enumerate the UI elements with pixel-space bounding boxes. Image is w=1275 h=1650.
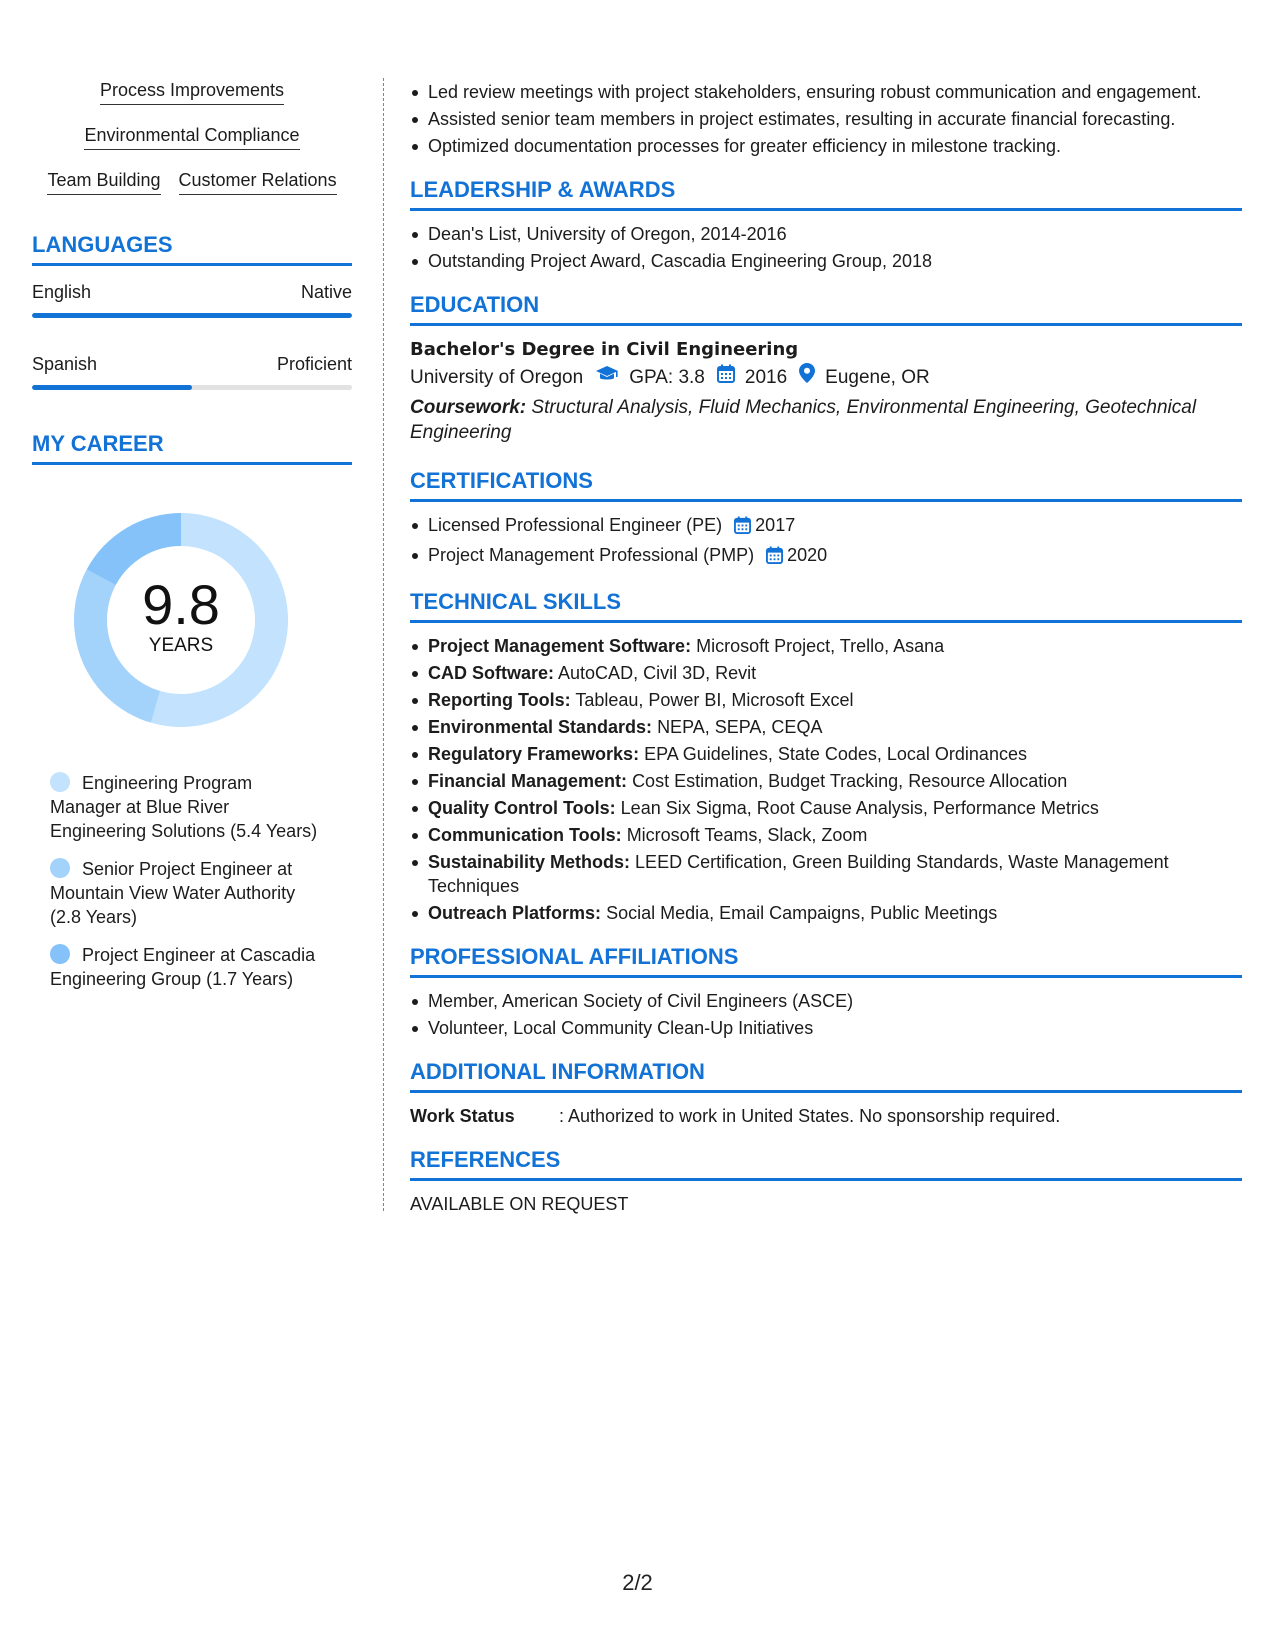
- donut-center: [66, 505, 296, 735]
- tech-skill-values: Tableau, Power BI, Microsoft Excel: [575, 690, 854, 710]
- legend-label: Senior Project Engineer at Mountain View Water Authority (2.8 Years): [50, 859, 296, 927]
- tech-skill-category: Outreach Platforms:: [428, 903, 602, 923]
- language-level: Proficient: [276, 354, 352, 374]
- certification-year: 2020: [787, 545, 828, 565]
- career-total: 9.8: [142, 573, 220, 636]
- certification-name: Licensed Professional Engineer (PE): [428, 515, 723, 535]
- education-heading: EDUCATION: [410, 291, 1242, 326]
- work-status-row: [410, 1104, 1242, 1128]
- award-item: Dean's List, University of Oregon, 2014-2016: [410, 222, 1242, 246]
- tech-skill-category: Environmental Standards:: [428, 717, 653, 737]
- tech-skill-category: Quality Control Tools:: [428, 798, 616, 818]
- language-level: Native: [300, 282, 352, 302]
- affiliations-heading: PROFESSIONAL AFFILIATIONS: [410, 943, 1242, 978]
- skill-row: [32, 123, 352, 150]
- legend-item: [50, 771, 322, 843]
- tech-skill-item: [410, 823, 1242, 847]
- calendar-icon: [766, 546, 783, 570]
- references-text: AVAILABLE ON REQUEST: [410, 1194, 629, 1214]
- experience-bullets: [410, 80, 1242, 158]
- page-number: 2/2: [622, 1570, 653, 1595]
- legend-dot-icon: [50, 858, 70, 878]
- tech-skill-item: [410, 661, 1242, 685]
- tech-skill-item: [410, 634, 1242, 658]
- certification-item: [410, 513, 1242, 540]
- tech-skill-category: Regulatory Frameworks:: [428, 744, 640, 764]
- tech-skill-values: NEPA, SEPA, CEQA: [657, 717, 823, 737]
- certifications-section: [410, 467, 1242, 570]
- language-bar-fill: [32, 313, 352, 318]
- tech-skill-category: Reporting Tools:: [428, 690, 571, 710]
- legend-item: [50, 943, 322, 991]
- career-unit: YEARS: [148, 635, 214, 656]
- career-donut-chart: [66, 505, 296, 735]
- skill-row: [32, 78, 352, 105]
- skill-tag: Process Improvements: [100, 78, 284, 105]
- tech-skill-category: Sustainability Methods:: [428, 852, 631, 872]
- languages-heading: LANGUAGES: [32, 231, 352, 266]
- tech-skill-values: LEED Certification, Green Building Standards, Waste Management Techniques: [428, 852, 1169, 896]
- technical-skills-section: [410, 588, 1242, 925]
- education-meta: [410, 363, 1242, 393]
- affiliation-item: Volunteer, Local Community Clean-Up Initiatives: [410, 1016, 1242, 1040]
- skill-tag: Customer Relations: [179, 168, 337, 195]
- tech-skill-category: Communication Tools:: [428, 825, 622, 845]
- calendar-icon: [717, 363, 735, 393]
- education-section: [410, 291, 1242, 445]
- leadership-section: [410, 176, 1242, 273]
- tech-skill-values: Social Media, Email Campaigns, Public Meetings: [606, 903, 998, 923]
- legend-dot-icon: [50, 772, 70, 792]
- tech-skill-values: EPA Guidelines, State Codes, Local Ordinances: [644, 744, 1027, 764]
- language-item: [32, 280, 352, 318]
- skills-tags: [32, 78, 352, 195]
- language-item: [32, 352, 352, 390]
- skill-tag: Environmental Compliance: [84, 123, 299, 150]
- legend-label: Engineering Program Manager at Blue River Engineering Solutions (5.4 Years): [50, 773, 318, 841]
- language-bar: [32, 313, 352, 318]
- tech-skill-item: [410, 901, 1242, 925]
- tech-skill-values: Microsoft Project, Trello, Asana: [696, 636, 945, 656]
- affiliation-item: Member, American Society of Civil Engineers (ASCE): [410, 989, 1242, 1013]
- leadership-heading: LEADERSHIP & AWARDS: [410, 176, 1242, 211]
- column-divider: [383, 78, 384, 1211]
- school-name: University of Oregon: [410, 367, 584, 388]
- certification-item: [410, 543, 1242, 570]
- languages-section: [32, 231, 352, 390]
- legend-label: Project Engineer at Cascadia Engineering Group (1.7 Years): [50, 945, 316, 989]
- graduation-cap-icon: [595, 363, 619, 393]
- graduation-year: 2016: [744, 367, 788, 388]
- tech-skill-item: [410, 850, 1242, 898]
- coursework: [410, 395, 1242, 445]
- tech-skill-values: Cost Estimation, Budget Tracking, Resource Allocation: [632, 771, 1068, 791]
- work-status-label: Work Status: [410, 1106, 515, 1126]
- additional-info-section: [410, 1058, 1242, 1128]
- work-status-value: : Authorized to work in United States. No sponsorship required.: [559, 1106, 1061, 1126]
- affiliations-section: [410, 943, 1242, 1040]
- legend-dot-icon: [50, 944, 70, 964]
- coursework-label: Coursework:: [410, 397, 527, 418]
- references-heading: REFERENCES: [410, 1146, 1242, 1181]
- tech-skill-item: [410, 769, 1242, 793]
- left-column: [32, 78, 352, 1005]
- references-section: [410, 1146, 1242, 1216]
- tech-skill-item: [410, 715, 1242, 739]
- tech-skill-item: [410, 742, 1242, 766]
- skill-tag: Team Building: [47, 168, 160, 195]
- tech-skill-values: Lean Six Sigma, Root Cause Analysis, Performance Metrics: [620, 798, 1099, 818]
- calendar-icon: [734, 516, 751, 540]
- gpa: GPA: 3.8: [629, 367, 705, 388]
- tech-skill-category: Project Management Software:: [428, 636, 692, 656]
- experience-bullet: Led review meetings with project stakeholders, ensuring robust communication and engagement.: [410, 80, 1242, 104]
- certification-year: 2017: [755, 515, 796, 535]
- certification-name: Project Management Professional (PMP): [428, 545, 755, 565]
- experience-bullet: Optimized documentation processes for greater efficiency in milestone tracking.: [410, 134, 1242, 158]
- language-name: Spanish: [32, 354, 98, 374]
- tech-skill-values: Microsoft Teams, Slack, Zoom: [626, 825, 868, 845]
- language-bar: [32, 385, 352, 390]
- career-heading: MY CAREER: [32, 430, 352, 465]
- legend-item: [50, 857, 322, 929]
- tech-skill-item: [410, 796, 1242, 820]
- certifications-heading: CERTIFICATIONS: [410, 467, 1242, 502]
- right-column: [410, 80, 1242, 1216]
- experience-bullet: Assisted senior team members in project estimates, resulting in accurate financial forecasting.: [410, 107, 1242, 131]
- location-pin-icon: [799, 363, 815, 393]
- skill-row: [32, 168, 352, 195]
- tech-skill-category: CAD Software:: [428, 663, 555, 683]
- career-legend: [32, 771, 322, 991]
- tech-skill-values: AutoCAD, Civil 3D, Revit: [558, 663, 757, 683]
- language-name: English: [32, 282, 92, 302]
- technical-skills-heading: TECHNICAL SKILLS: [410, 588, 1242, 623]
- award-item: Outstanding Project Award, Cascadia Engineering Group, 2018: [410, 249, 1242, 273]
- additional-info-heading: ADDITIONAL INFORMATION: [410, 1058, 1242, 1093]
- school-location: Eugene, OR: [825, 367, 930, 388]
- tech-skill-category: Financial Management:: [428, 771, 628, 791]
- language-bar-fill: [32, 385, 192, 390]
- career-section: [32, 430, 352, 991]
- degree-title: Bachelor's Degree in Civil Engineering: [410, 339, 799, 360]
- coursework-list: Structural Analysis, Fluid Mechanics, Environmental Engineering, Geotechnical Engineering: [410, 397, 1197, 443]
- tech-skill-item: [410, 688, 1242, 712]
